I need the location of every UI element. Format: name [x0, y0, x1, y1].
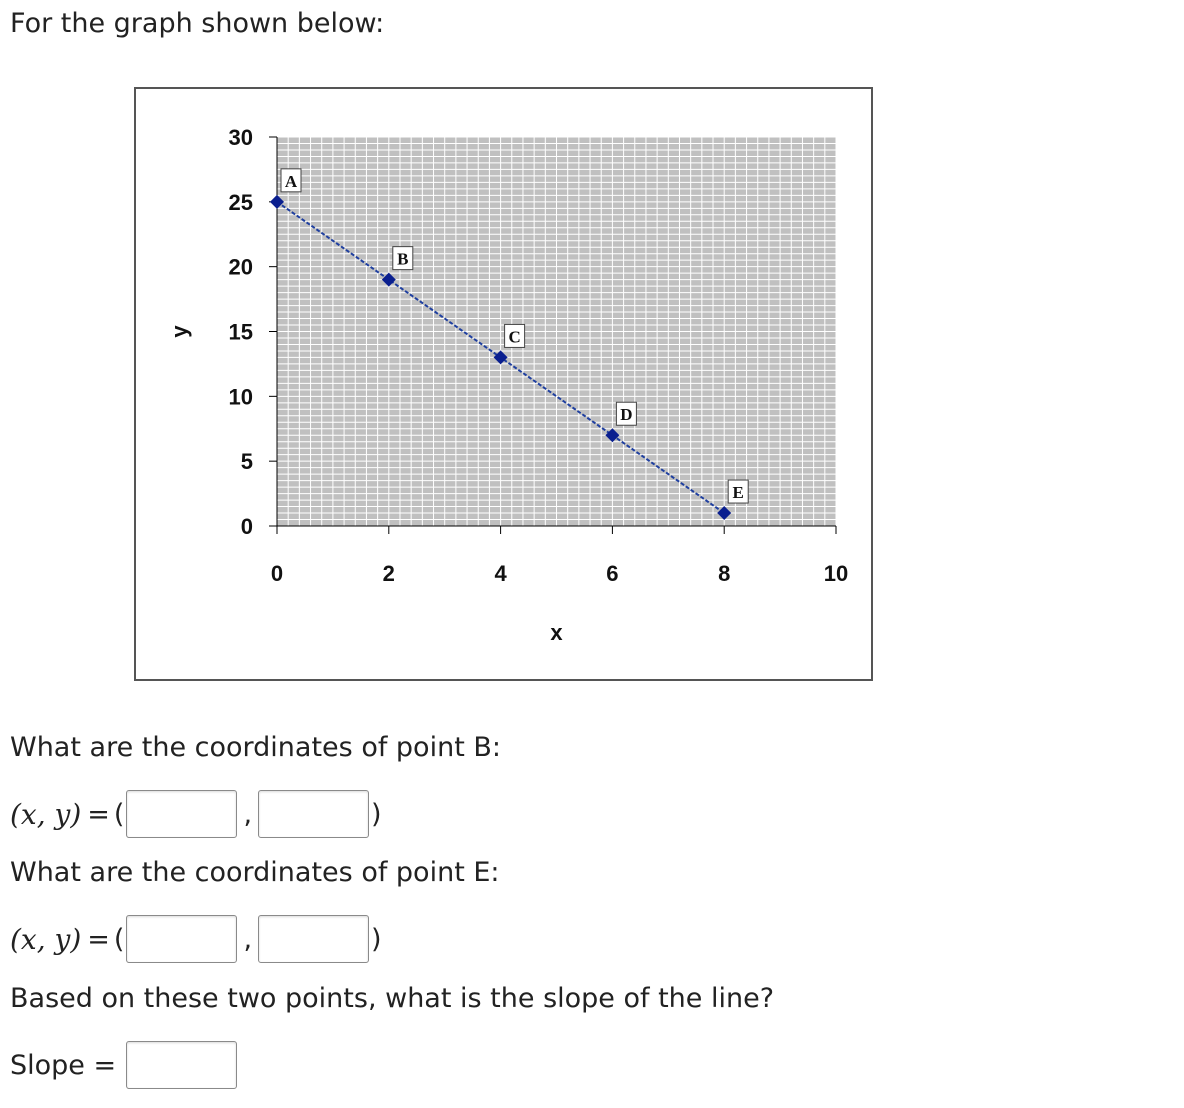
question-slope: Based on these two points, what is the slope of the line?	[10, 983, 775, 1014]
question-point-e: What are the coordinates of point E:	[10, 857, 500, 888]
answer-row-point-b	[10, 789, 382, 839]
point-e-x-input[interactable]	[126, 915, 237, 963]
x-tick-label: 0	[270, 561, 284, 586]
slope-input[interactable]	[126, 1041, 237, 1089]
open-paren: (	[113, 923, 125, 955]
y-tick-label: 5	[240, 449, 253, 475]
pair-label: (x, y)	[10, 922, 82, 956]
x-tick-label: 2	[382, 561, 395, 586]
point-label-e: E	[732, 483, 744, 503]
y-tick-label: 0	[240, 514, 253, 539]
point-label-c: C	[508, 327, 521, 347]
x-tick-label: 10	[823, 561, 849, 586]
equals-sign: =	[87, 923, 110, 955]
comma: ,	[243, 798, 253, 830]
y-axis-title: y	[167, 325, 192, 338]
point-e-y-input[interactable]	[258, 915, 369, 963]
answer-row-slope	[10, 1040, 239, 1090]
y-tick-label: 15	[228, 319, 253, 345]
point-b-y-input[interactable]	[258, 790, 369, 838]
graph-figure	[134, 87, 873, 681]
x-tick-label: 6	[606, 561, 619, 586]
y-tick-label: 30	[228, 125, 253, 150]
point-b-x-input[interactable]	[126, 790, 237, 838]
y-tick-label: 20	[228, 254, 253, 280]
pair-label: (x, y)	[10, 797, 82, 831]
close-paren: )	[371, 798, 382, 830]
close-paren: )	[371, 923, 382, 955]
question-point-b: What are the coordinates of point B:	[10, 732, 501, 763]
line-chart	[136, 89, 871, 679]
equals-sign: =	[87, 798, 110, 830]
point-label-b: B	[397, 249, 409, 269]
y-tick-label: 10	[228, 384, 253, 410]
x-axis-title: x	[550, 620, 563, 645]
x-tick-label: 4	[494, 561, 507, 586]
open-paren: (	[113, 798, 125, 830]
point-label-a: A	[284, 171, 298, 191]
point-label-d: D	[620, 405, 633, 425]
x-tick-label: 8	[718, 561, 731, 586]
intro-text: For the graph shown below:	[10, 8, 385, 39]
answer-row-point-e	[10, 914, 382, 964]
comma: ,	[243, 923, 253, 955]
y-tick-label: 25	[228, 189, 253, 215]
slope-label: Slope =	[10, 1049, 117, 1081]
